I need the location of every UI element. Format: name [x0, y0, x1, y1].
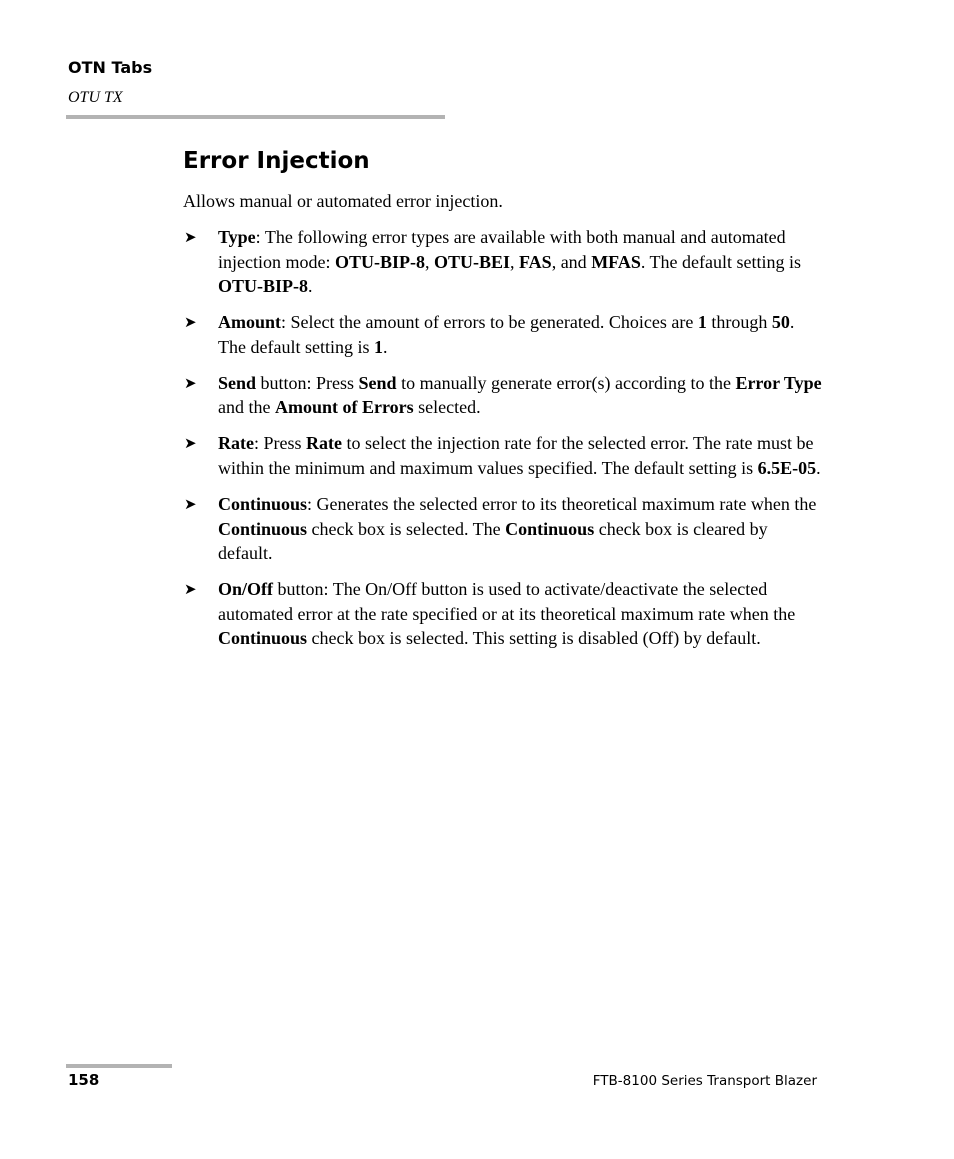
arrowhead-bullet-icon: ➤ — [184, 373, 197, 392]
text-run: . — [308, 276, 313, 297]
bold-term: Rate — [218, 433, 254, 454]
bold-term: 6.5E-05 — [757, 457, 817, 478]
text-run: . — [382, 336, 388, 357]
text-run: button: Press — [256, 372, 359, 393]
bold-term: Continuous — [218, 518, 308, 539]
list-item — [183, 577, 823, 651]
bold-term: Send — [218, 372, 257, 393]
bullet-text — [218, 373, 822, 418]
text-run: selected. — [413, 397, 481, 418]
arrowhead-bullet-icon: ➤ — [184, 580, 197, 599]
bold-term: 50 — [771, 312, 790, 333]
bold-term: Error Type — [735, 372, 822, 393]
bold-term: Send — [358, 372, 397, 393]
text-run: : The following error types are available with both manual and automated injection mode: — [218, 227, 786, 272]
text-run: check box is selected. This setting is disabled (Off) by default. — [307, 628, 761, 649]
arrowhead-bullet-icon: ➤ — [184, 434, 197, 453]
footer-rule — [66, 1064, 172, 1068]
text-run: check box is selected. The — [307, 518, 506, 539]
bullet-text — [218, 579, 795, 648]
bold-term: Continuous — [218, 628, 308, 649]
page-number: 158 — [68, 1071, 100, 1089]
bold-term: On/Off — [218, 579, 274, 600]
text-run: . — [816, 457, 821, 478]
bullet-text — [218, 433, 821, 478]
bold-term: Type — [218, 227, 256, 247]
bullet-text — [218, 227, 801, 296]
bold-term: 1 — [697, 312, 707, 333]
arrowhead-bullet-icon: ➤ — [184, 313, 197, 332]
text-run: button: The On/Off button is used to activate/deactivate the selected automated error at the rate specified or at its theoretical maximum rate when the — [218, 579, 796, 624]
bullet-text — [218, 494, 816, 563]
bold-term: OTU-BIP-8 — [218, 276, 308, 297]
text-run: check box is cleared by default. — [218, 518, 768, 564]
text-run: , — [424, 251, 434, 272]
text-run: to select the injection rate for the selected error. The rate must be within the minimum and maximum values specified. The default setting is — [218, 433, 814, 478]
bullet-list — [183, 225, 823, 662]
bold-term: OTU-BEI — [433, 251, 511, 272]
list-item — [183, 431, 823, 480]
list-item — [183, 492, 823, 566]
text-run: : Generates the selected error to its theoretical maximum rate when the — [307, 493, 817, 514]
product-name: FTB-8100 Series Transport Blazer — [592, 1073, 817, 1089]
bold-term: MFAS — [591, 251, 641, 272]
list-item — [183, 225, 823, 299]
list-item — [183, 371, 823, 420]
text-run: to manually generate error(s) according to the — [396, 372, 736, 393]
intro-paragraph: Allows manual or automated error injection. — [183, 191, 503, 211]
bullet-text — [218, 312, 794, 357]
text-run: . The default setting is — [218, 312, 795, 357]
bold-term: FAS — [519, 251, 552, 272]
list-item — [183, 310, 823, 359]
bold-term: Continuous — [505, 518, 595, 539]
header-rule — [66, 115, 445, 119]
bold-term: Amount — [218, 312, 282, 333]
text-run: : Press — [253, 433, 306, 454]
text-run: : Select the amount of errors to be generated. Choices are — [281, 312, 698, 333]
bold-term: Continuous — [218, 493, 308, 514]
page-title: Error Injection — [183, 148, 370, 174]
bold-term: OTU-BIP-8 — [334, 251, 425, 272]
arrowhead-bullet-icon: ➤ — [184, 228, 197, 246]
text-run: through — [706, 312, 772, 333]
arrowhead-bullet-icon: ➤ — [184, 494, 197, 513]
running-header-subsection: OTU TX — [68, 89, 123, 106]
bold-term: Amount of Errors — [274, 397, 414, 418]
text-run: . The default setting is — [640, 251, 801, 272]
text-run: , and — [551, 251, 592, 272]
text-run: , — [510, 251, 520, 272]
bold-term: 1 — [373, 336, 383, 357]
bold-term: Rate — [306, 433, 342, 454]
text-run: and the — [218, 397, 275, 418]
running-header-section: OTN Tabs — [68, 58, 153, 77]
